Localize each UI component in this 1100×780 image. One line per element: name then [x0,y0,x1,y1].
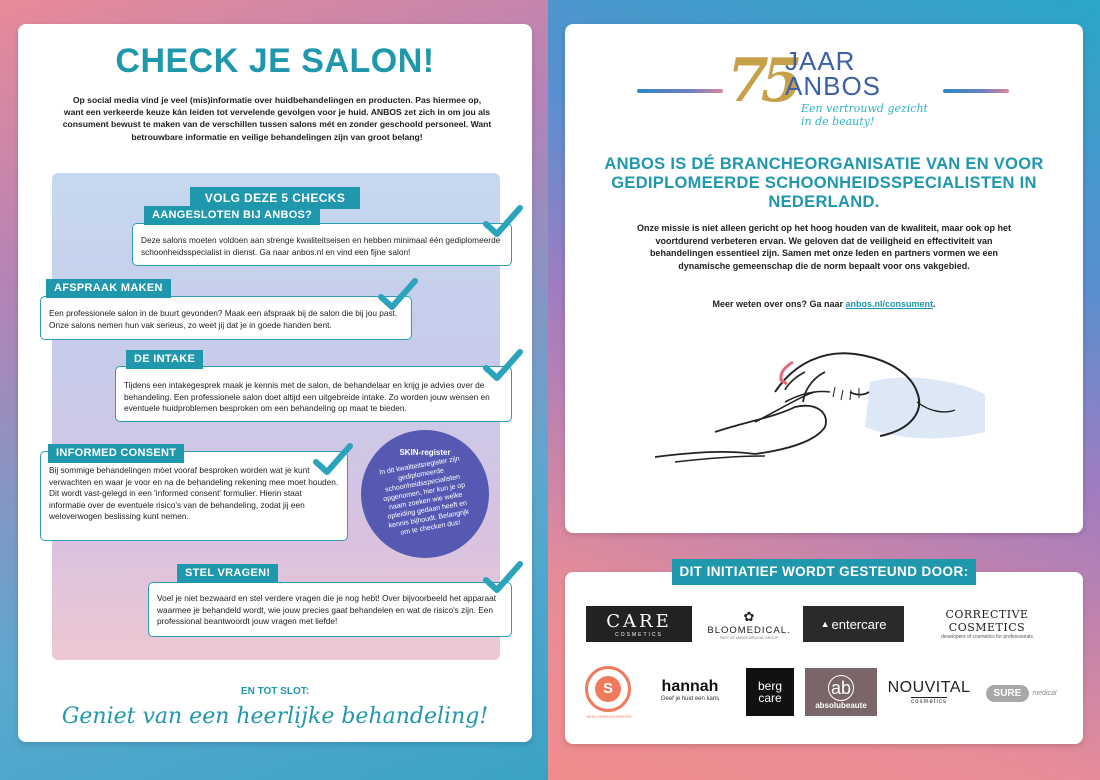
bloomedical-sub: PART OF ANBOS MEDICAL GROUP [719,635,779,640]
care-cosmetics-logo [586,606,692,642]
logo-jaar: JAAR [785,46,856,76]
hannah-name: hannah [661,678,719,695]
sponsors-panel [565,572,1083,744]
berg-text: berg [757,679,783,693]
entercare-name: entercare [831,616,887,632]
check-5-text: Voel je niet bezwaard en stel verdere vragen die je nog hebt! Over bijvoorbeeld het apparaat waarmee je behandeld wordt, wie jouw precies gaat behandelen en wat de risico's zijn. Een professional beantwoordt jouw vragen met liefde! [157,593,497,627]
bloomedical-logo [701,600,797,648]
more-info [565,299,1083,309]
hannah-logo [647,672,733,708]
checkmark-icon [378,277,418,313]
absolu-mark: ab [828,675,854,701]
absolu-beaute-logo [805,668,877,716]
check-4-label: INFORMED CONSENT [48,444,184,463]
check-card-3 [115,366,512,422]
mission-heading: ANBOS IS DÉ BRANCHEORGANISATIE VAN EN VOOR GEDIPLOMEERDE SCHOONHEIDSSPECIALISTEN IN NEDERLAND. [604,155,1044,211]
logo-tagline: Een vertrouwd gezicht in de beauty! [801,102,928,128]
final-label: EN TOT SLOT: [240,686,310,697]
face-treatment-illustration [655,332,995,472]
care-name: CARE [606,610,672,632]
bloomedical-name: BLOOMEDICAL. [707,624,791,636]
check-card-2 [40,296,412,340]
check-card-4 [40,451,348,541]
skin-register-text: In dit kwaliteitsregister zijn gediplomeerde schoonheidsspecialisten opgenomen, hier kun je op naam zoeken wie welke opleiding gedaan heeft en kennis bijhoudt. Belangrijk om te checken dus! [378,455,470,537]
nouvital-sub: cosmetics [911,699,947,705]
corrective-name: CORRECTIVE COSMETICS [945,608,1029,634]
intro-text: Op social media vind je veel (mis)informatie over huidbehandelingen en producten. Pas hiermee op, want een verkeerde keuze kán leiden tot vervelende gevolgen voor je huid. ANBOS zet zich in om jou als consument bewust te maken van de verschillen tussen salons mét en zonder geschoold personeel. Want betrouwbare informatie en veilige behandelingen zijn van groot belang! [62,95,492,142]
check-3-label: DE INTAKE [126,350,203,369]
check-salon-panel [18,24,532,742]
skin-register-badge [361,430,489,558]
check-card-5 [148,582,512,637]
checkmark-icon [483,560,523,596]
checkmark-icon [483,348,523,384]
care-text: care [758,691,782,705]
hannah-sub: Geef je huid een kans [660,696,720,702]
mission-text: Onze missie is niet alleen gericht op het hoog houden van de kwaliteit, maar ook op het voortdurend verbeteren ervan. We geloven dat de veiligheid en effectiviteit van behandelingen essentieel zijn. Samen met onze leden en partners vormen we een dynamische gemeenschap die de norm bepaalt voor ons vakgebied. [636,223,1012,271]
berg-care-logo [746,668,794,716]
check-4-text: Bij sommige behandelingen mòet vooraf besproken worden wat je kunt verwachten en waar je voor en na de behandeling rekening mee moet houden. Dit wordt vast-gelegd in een 'informed consent' formulier. Hierin staat informatie over de eventuele risico's van de behandeling, zodat jij een weloverwogen beslissing kunt nemen. [49,465,339,522]
care-sub: COSMETICS [615,631,663,638]
skin-geregistreerd-logo [585,666,631,712]
absolu-name: absolubeaute [815,700,867,710]
entercare-logo [803,606,904,642]
page-title: CHECK JE SALON! [115,42,435,80]
logo-anbos: ANBOS [785,71,882,101]
anniversary-number: 75 [727,46,795,116]
check-5-label: STEL VRAGEN! [177,564,278,583]
check-3-text: Tijdens een intakegesprek maak je kennis met de salon, de behandelaar en krijg je advies over de behandeling. Een professionele salon doet altijd een uitgebreide intake. Zo worden jouw wensen en eventuele huidproblemen besproken om een behandeling op maat te bieden. [124,380,490,414]
checks-heading: VOLG DEZE 5 CHECKS [190,187,360,209]
check-card-1 [132,223,512,266]
skin-register-title: SKIN-register [399,448,451,457]
triangle-icon: ▲ [820,619,830,629]
logo-divider-right [943,89,1009,93]
checkmark-icon [483,204,523,240]
skin-letter: S [595,676,621,702]
consument-link[interactable]: anbos.nl/consument [845,299,934,309]
corrective-sub: developers of cosmetics for professionals [941,634,1033,640]
more-info-prefix: Meer weten over ons? Ga naar [712,299,846,309]
check-1-text: Deze salons moeten voldoen aan strenge kwaliteitseisen en hebben minimaal één gediplomeerde schoonheidsspecialist in dienst. Ga naar anbos.nl en vind een fijne salon! [141,235,501,257]
skin-ring-text: SKIN GEREGISTREERD [586,714,632,719]
logo-divider-left [637,89,723,93]
sure-name: SURE [986,685,1030,702]
checkmark-icon [313,442,353,478]
sure-sub: medical [1032,689,1057,697]
nouvital-logo [887,674,971,710]
sure-medical-logo [979,678,1063,708]
final-message: Geniet van een heerlijke behandeling! [61,704,489,729]
flower-icon: ✿ [743,608,755,624]
check-1-label: AANGESLOTEN BIJ ANBOS? [144,206,320,225]
check-2-label: AFSPRAAK MAKEN [46,279,171,298]
mission-panel [565,24,1083,533]
check-2-text: Een professionele salon in de buurt gevonden? Maak een afspraak bij de salon die bij jou past. Onze salons nemen hun vak serieus, zo weet jij dat je in goede handen bent. [49,308,398,330]
sponsors-heading: DIT INITIATIEF WORDT GESTEUND DOOR: [672,559,976,585]
nouvital-name: NOUVITAL [887,679,971,696]
more-info-suffix: . [933,299,936,309]
corrective-cosmetics-logo [911,606,1063,642]
